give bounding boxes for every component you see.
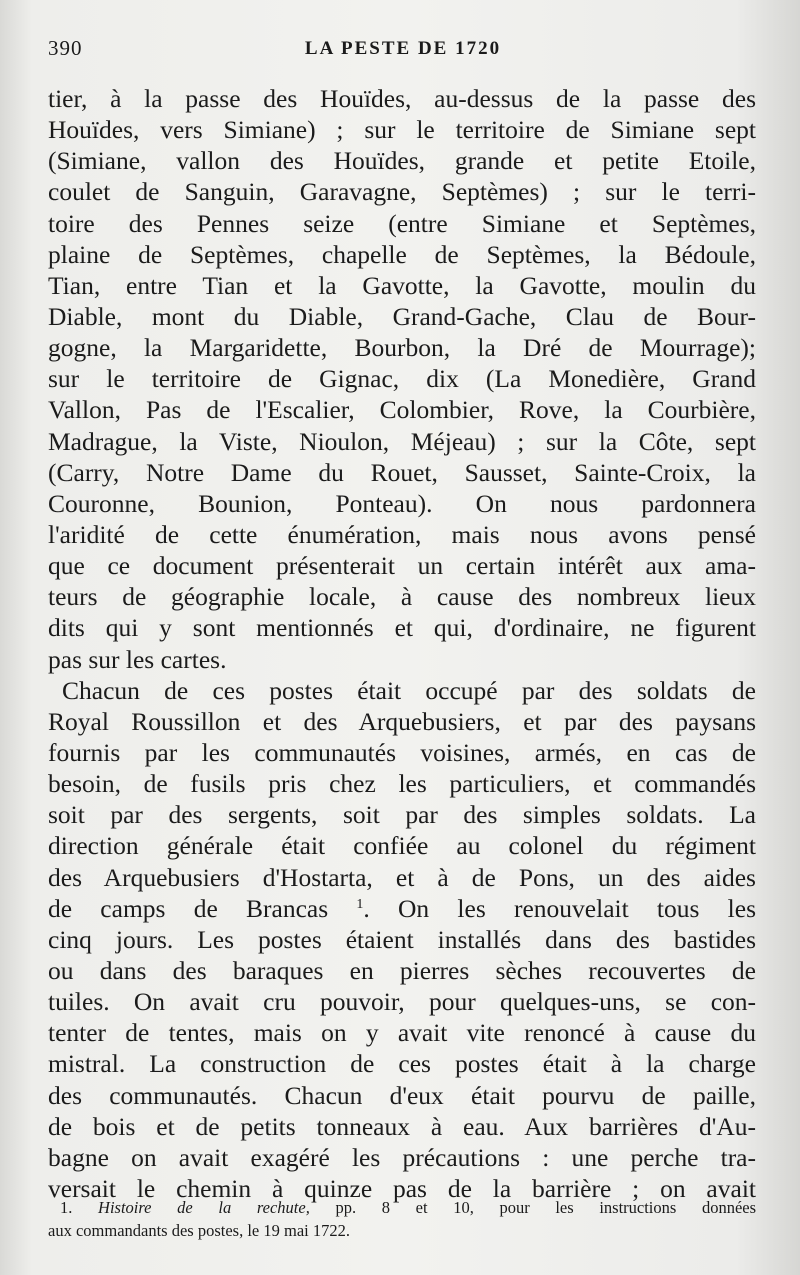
footnote-line: aux commandants des postes, le 19 mai 1722. bbox=[48, 1221, 350, 1240]
text-line: des Arquebusiers d'Hostarta, et à de Pons, un des aides bbox=[48, 862, 756, 892]
text-line: de bois et de petits tonneaux à eau. Aux barrières d'Au- bbox=[48, 1111, 756, 1141]
text-line: cinq jours. Les postes étaient installés dans des bastides bbox=[48, 924, 756, 954]
page-header bbox=[48, 36, 758, 66]
text-line: que ce document présenterait un certain intérêt aux ama- bbox=[48, 551, 756, 581]
text-line: Tian, entre Tian et la Gavotte, la Gavotte, moulin du bbox=[48, 270, 756, 300]
text-line: tier, à la passe des Houïdes, au-dessus de la passe des bbox=[48, 84, 756, 113]
footnote-marker: 1 bbox=[356, 896, 364, 912]
text-line: toire des Pennes seize (entre Simiane et Septèmes, bbox=[48, 208, 756, 238]
text-line: dits qui y sont mentionnés et qui, d'ordinaire, ne figurent bbox=[48, 613, 756, 643]
text-line-paragraph-start: Chacun de ces postes était occupé par des soldats de bbox=[62, 675, 756, 705]
text-line: ou dans des baraques en pierres sèches recouvertes de bbox=[48, 955, 756, 985]
text-line: bagne on avait exagéré les précautions : une perche tra- bbox=[48, 1142, 756, 1172]
text-line: gogne, la Margaridette, Bourbon, la Dré de Mourrage); bbox=[48, 333, 756, 363]
text-line-paragraph-end: pas sur les cartes. bbox=[48, 644, 227, 674]
text-line: teurs de géographie locale, à cause des nombreux lieux bbox=[48, 582, 756, 612]
line-head: de camps de Brancas bbox=[48, 893, 329, 923]
text-line: (Simiane, vallon des Houïdes, grande et petite Etoile, bbox=[48, 146, 756, 176]
text-line: Houïdes, vers Simiane) ; sur le territoire de Simiane sept bbox=[48, 115, 756, 145]
text-line: plaine de Septèmes, chapelle de Septèmes, la Bédoule, bbox=[48, 239, 756, 269]
page-number: 390 bbox=[48, 36, 83, 60]
text-line: Royal Roussillon et des Arquebusiers, et par des paysans bbox=[48, 706, 756, 736]
text-line: des communautés. Chacun d'eux était pourvu de paille, bbox=[48, 1080, 756, 1110]
text-line: direction générale était confiée au colonel du régiment bbox=[48, 831, 756, 861]
text-line: fournis par les communautés voisines, armés, en cas de bbox=[48, 737, 756, 767]
text-line: Couronne, Bounion, Ponteau). On nous pardonnera bbox=[48, 488, 756, 518]
text-line: sur le territoire de Gignac, dix (La Monedière, Grand bbox=[48, 364, 756, 394]
footnote-number: 1. bbox=[60, 1198, 73, 1217]
text-line-with-note bbox=[48, 893, 756, 924]
text-line: mistral. La construction de ces postes était à la charge bbox=[48, 1049, 756, 1079]
text-line: Diable, mont du Diable, Grand-Gache, Clau de Bour- bbox=[48, 301, 756, 331]
line-tail: . On les renouvelait tous les bbox=[363, 893, 756, 923]
text-line: tuiles. On avait cru pouvoir, pour quelques-uns, se con- bbox=[48, 987, 756, 1017]
text-line: besoin, de fusils pris chez les particuliers, et commandés bbox=[48, 769, 756, 799]
footnote-title: Histoire de la rechute, bbox=[98, 1198, 310, 1217]
text-line: Vallon, Pas de l'Escalier, Colombier, Rove, la Courbière, bbox=[48, 395, 756, 425]
footnote-line bbox=[48, 1196, 756, 1219]
footnote-text: pp. 8 et 10, pour les instructions données bbox=[335, 1198, 757, 1217]
text-line: Madrague, la Viste, Nioulon, Méjeau) ; sur la Côte, sept bbox=[48, 426, 756, 456]
footnotes bbox=[48, 1196, 756, 1242]
running-title: LA PESTE DE 1720 bbox=[304, 38, 502, 59]
text-line: coulet de Sanguin, Garavagne, Septèmes) ; sur le terri- bbox=[48, 177, 756, 207]
text-line: (Carry, Notre Dame du Rouet, Sausset, Sainte-Croix, la bbox=[48, 457, 756, 487]
text-line: l'aridité de cette énumération, mais nous avons pensé bbox=[48, 519, 756, 549]
body-text bbox=[48, 83, 756, 1204]
text-line: tenter de tentes, mais on y avait vite renoncé à cause du bbox=[48, 1018, 756, 1048]
text-line: soit par des sergents, soit par des simples soldats. La bbox=[48, 800, 756, 830]
text-line: versait le chemin à quinze pas de la barrière ; on avait bbox=[48, 1173, 756, 1203]
